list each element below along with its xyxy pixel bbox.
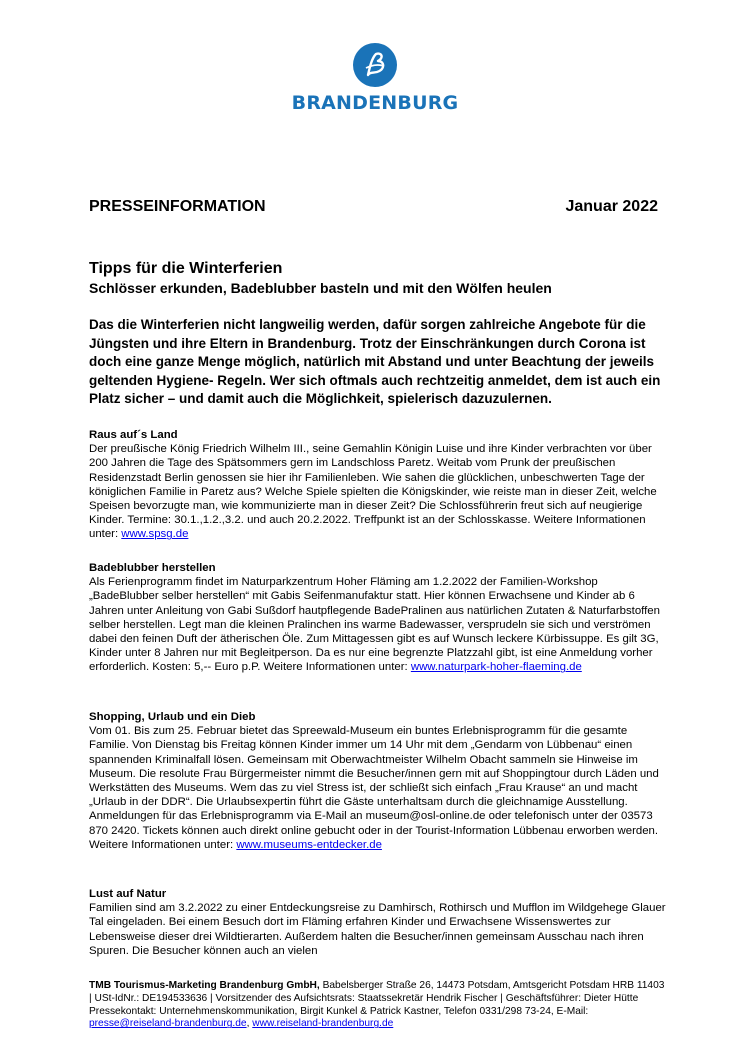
section-body: Der preußische König Friedrich Wilhelm III., seine Gemahlin Königin Luise und ihre Kinder verbrachten vor über 200 Jahren die Tage des Spätsommers gern im Landschloss Paretz. Weitab vom Prunk der preußischen Residenzstadt Berlin genossen sie hier ihr Familienleben. Wie sahen die glücklichen, unbeschwerten Tage der königlichen Familie in Paretz aus? Welche Spiele spielten die Königskinder, wie reiste man in dieser Zeit, welche Speisen bevorzugte man, wie kommunizierte man in dieser Zeit? Die Schlossführerin freut sich auf neugierige Kinder. Termine: 30.1.,1.2.,3.2. und auch 20.2.2022. Treffpunkt ist an der Schlosskasse. Weitere Informationen unter: www.spsg.de [89, 443, 657, 541]
section-badeblubber [89, 561, 669, 675]
press-label: PRESSEINFORMATION [89, 198, 266, 215]
page-title: Tipps für die Winterferien [89, 260, 283, 277]
section-heading: Shopping, Urlaub und ein Dieb [89, 711, 256, 723]
brandenburg-emblem-icon [352, 42, 398, 88]
page-subtitle: Schlösser erkunden, Badeblubber basteln und mit den Wölfen heulen [89, 280, 552, 296]
brandenburg-logo [290, 42, 460, 114]
section-body: Vom 01. Bis zum 25. Februar bietet das Spreewald-Museum ein buntes Erlebnisprogramm für die gesamte Familie. Von Dienstag bis Freitag können Kinder immer um 14 Uhr mit dem „Gendarm von Lübbenau“ einen spannenden Kriminalfall lösen. Gemeinsam mit Oberwachtmeister Wilhelm Obacht sammeln sie Hinweise im Museum. Die resolute Frau Bürgermeister nimmt die Besucher/innen gern mit auf Shoppingtour durch Läden und Werkstätten des Museums. Wem das zu viel Stress ist, der schließt sich einfach „Frau Krause“ an und macht „Urlaub in der DDR“. Die Urlaubsexpertin führt die Gäste unterhaltsam durch die gleichnamige Ausstellung. Anmeldungen für das Erlebnisprogramm via E-Mail an museum@osl-online.de oder telefonisch unter der 03573 870 2420. Tickets können auch direkt online gebucht oder in der Tourist-Information Lübbenau erworben werden. Weitere Informationen unter: www.museums-entdecker.de [89, 725, 659, 851]
naturpark-link[interactable]: www.naturpark-hoher-flaeming.de [410, 661, 582, 674]
section-body: Als Ferienprogramm findet im Naturparkzentrum Hoher Fläming am 1.2.2022 der Familien-Workshop „BadeBlubber selber herstellen“ mit Gabis Seifenmanufaktur statt. Hier können Erwachsene und Kinder ab 6 Jahren unter Anleitung von Gabi Sußdorf hautpflegende BadePralinen aus natürlichen Zutaten & Naturfarbstoffen selber herstellen. Legt man die kleinen Pralinchen ins warme Badewasser, versprudeln sie sich und verströmen dabei den feinen Duft der ätherischen Öle. Zum Mittagessen gibt es auf Wunsch leckere Kürbissuppe. Es gilt 3G, Kinder unter 8 Jahren nur mit Begleitperson. Da es nur eine begrenzte Platzzahl gibt, ist eine Anmeldung vorher erforderlich. Kosten: 5,-- Euro p.P. Weitere Informationen unter: www.naturpark-hoher-flaeming.de [89, 576, 660, 674]
press-header [89, 198, 658, 216]
lead-paragraph: Das die Winterferien nicht langweilig werden, dafür sorgen zahlreiche Angebote für die Jüngsten und ihre Eltern in Brandenburg. Trotz der Einschränkungen durch Corona ist doch eine ganze Menge möglich, natürlich mit Abstand und unter Beachtung der jeweils geltenden Hygiene- Regeln. Wer sich oftmals auch rechtzeitig anmeldet, dem ist auch ein Platz sicher – und damit auch die Möglichkeit, spielerisch dazuzulernen. [89, 317, 661, 407]
spsg-link[interactable]: www.spsg.de [121, 528, 189, 541]
section-heading: Raus auf´s Land [89, 429, 178, 441]
press-date: Januar 2022 [565, 198, 658, 215]
footer-text: Babelsberger Straße 26, 14473 Potsdam, Amtsgericht Potsdam HRB 11403 | USt-IdNr.: DE194533636 | Vorsitzender des Aufsichtsrats: Staatssekretär Hendrik Fischer | Geschäftsführer: Dieter Hütte Pressekontakt: Unternehmenskommunikation, Birgit Kunkel & Patrick Kastner, Telefon 0331/298 73-24, E-Mail: [89, 980, 665, 1017]
footer: TMB Tourismus-Marketing Brandenburg GmbH, Babelsberger Straße 26, 14473 Potsdam, Amtsgericht Potsdam HRB 11403 | USt-IdNr.: DE194533636 | Vorsitzender des Aufsichtsrats: Staatssekretär Hendrik Fischer | Geschäftsführer: Dieter Hütte Pressekontakt: Unternehmenskommunikation, Birgit Kunkel & Patrick Kastner, Telefon 0331/298 73-24, E-Mail: presse@reiseland-brandenburg.de, www.reiseland-brandenburg.de [89, 980, 665, 1030]
footer-email-link[interactable]: presse@reiseland-brandenburg.de [89, 1018, 247, 1030]
footer-web-link[interactable]: www.reiseland-brandenburg.de [252, 1018, 394, 1030]
section-shopping [89, 710, 669, 852]
section-heading: Lust auf Natur [89, 888, 167, 900]
logo-text: BRANDENBURG [291, 92, 459, 114]
museums-link[interactable]: www.museums-entdecker.de [236, 838, 382, 851]
section-heading: Badeblubber herstellen [89, 562, 216, 574]
section-body: Familien sind am 3.2.2022 zu einer Entdeckungsreise zu Damhirsch, Rothirsch und Mufflon im Wildgehege Glauer Tal eingeladen. Bei einem Besuch dort im Fläming erfahren Kinder und Erwachsene Wissenswertes zur Lebensweise dieser drei Wildtierarten. Außerdem halten die Besucher/innen gemeinsam Ausschau nach ihren Spuren. Die Besucher können auch an vielen [89, 902, 666, 957]
footer-company: TMB Tourismus-Marketing Brandenburg GmbH, [89, 980, 320, 991]
section-raus-aufs-land [89, 428, 669, 542]
section-lust-auf-natur [89, 887, 669, 958]
